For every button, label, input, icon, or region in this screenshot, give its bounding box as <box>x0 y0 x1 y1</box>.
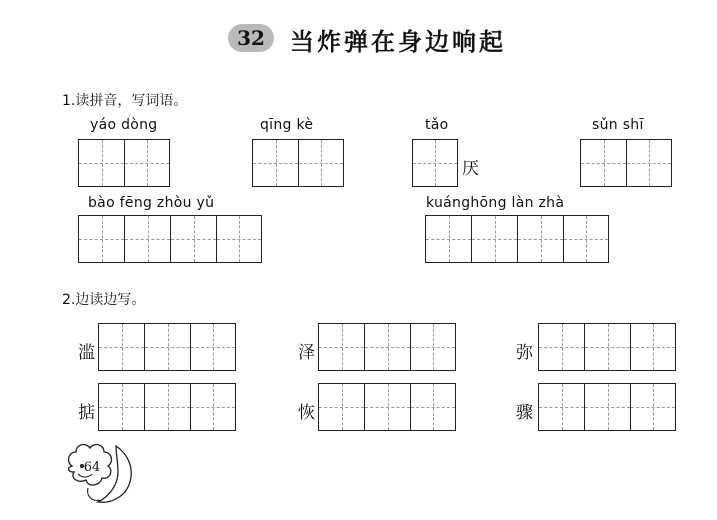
copy-grid[interactable] <box>318 323 456 371</box>
grid-cell[interactable] <box>171 216 217 262</box>
grid-cell[interactable] <box>365 324 411 370</box>
copy-grid[interactable] <box>318 383 456 431</box>
grid-cell[interactable] <box>472 216 518 262</box>
grid-cell[interactable] <box>539 384 585 430</box>
grid-cell[interactable] <box>631 324 675 370</box>
model-character: 掂 <box>78 403 95 423</box>
grid-cell[interactable] <box>319 384 365 430</box>
lesson-number-badge <box>228 24 274 52</box>
grid-cell[interactable] <box>581 140 627 186</box>
writing-grid[interactable] <box>580 139 672 187</box>
grid-cell[interactable] <box>299 140 343 186</box>
grid-cell[interactable] <box>79 216 125 262</box>
copy-grid[interactable] <box>538 323 676 371</box>
grid-cell[interactable] <box>79 140 125 186</box>
grid-cell[interactable] <box>145 384 191 430</box>
model-character: 恢 <box>298 403 315 423</box>
grid-cell[interactable] <box>99 324 145 370</box>
grid-cell[interactable] <box>627 140 671 186</box>
grid-cell[interactable] <box>319 324 365 370</box>
grid-cell[interactable] <box>631 384 675 430</box>
grid-cell[interactable] <box>253 140 299 186</box>
writing-grid[interactable] <box>252 139 344 187</box>
grid-cell[interactable] <box>426 216 472 262</box>
pinyin-label: qīng kè <box>260 117 314 133</box>
pinyin-label: tǎo <box>425 117 449 133</box>
copy-grid[interactable] <box>98 323 236 371</box>
page-number: 64 <box>83 460 101 475</box>
grid-cell[interactable] <box>99 384 145 430</box>
grid-cell[interactable] <box>585 324 631 370</box>
grid-cell[interactable] <box>191 324 235 370</box>
page-title: 当炸弹在身边响起 <box>290 27 506 56</box>
copy-grid[interactable] <box>538 383 676 431</box>
lesson-number: 32 <box>237 26 265 50</box>
grid-cell[interactable] <box>411 324 455 370</box>
grid-cell[interactable] <box>411 384 455 430</box>
grid-cell[interactable] <box>518 216 564 262</box>
grid-cell[interactable] <box>585 384 631 430</box>
copy-grid[interactable] <box>98 383 236 431</box>
writing-grid[interactable] <box>412 139 458 187</box>
grid-cell[interactable] <box>217 216 261 262</box>
writing-grid[interactable] <box>78 215 262 263</box>
pinyin-label: sǔn shī <box>592 117 644 133</box>
grid-cell[interactable] <box>191 384 235 430</box>
writing-grid[interactable] <box>425 215 609 263</box>
section-1-title: 1.读拼音，写词语。 <box>62 93 188 109</box>
model-character: 泽 <box>298 343 315 363</box>
model-character: 滥 <box>78 343 95 363</box>
grid-cell[interactable] <box>365 384 411 430</box>
given-character: 厌 <box>462 159 479 179</box>
pinyin-label: yáo dòng <box>90 117 158 133</box>
pinyin-label: bào fēng zhòu yǔ <box>88 195 215 211</box>
grid-cell[interactable] <box>564 216 608 262</box>
section-2-title: 2.边读边写。 <box>62 292 146 308</box>
grid-cell[interactable] <box>413 140 457 186</box>
grid-cell[interactable] <box>125 216 171 262</box>
writing-grid[interactable] <box>78 139 170 187</box>
pinyin-label: kuánghōng làn zhà <box>426 195 565 211</box>
model-character: 弥 <box>516 343 533 363</box>
model-character: 骤 <box>516 403 533 423</box>
grid-cell[interactable] <box>145 324 191 370</box>
grid-cell[interactable] <box>125 140 169 186</box>
grid-cell[interactable] <box>539 324 585 370</box>
